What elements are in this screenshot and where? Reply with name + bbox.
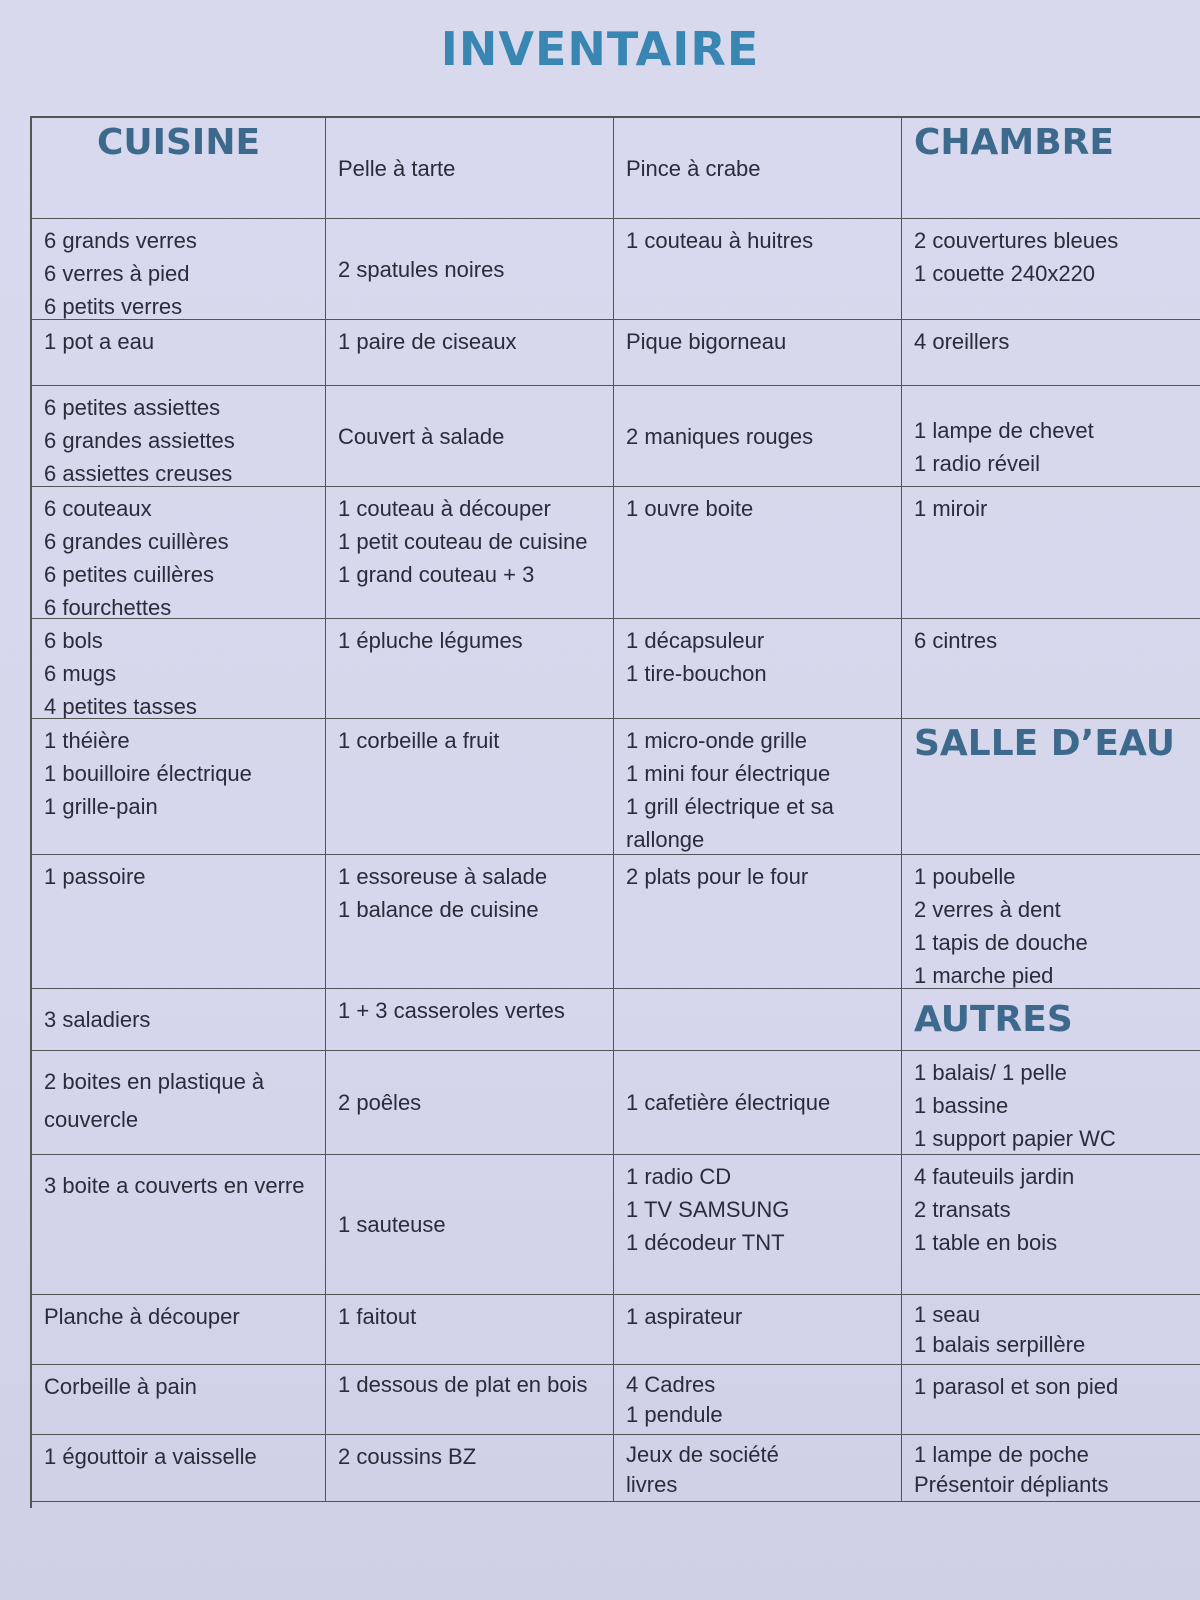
table-cell [902,719,1200,855]
table-cell: 2 coussins BZ [326,1435,614,1502]
page-title: INVENTAIRE [440,22,760,76]
table-cell: 1 balais/ 1 pelle 1 bassine 1 support papier WC [902,1051,1200,1155]
table-cell: 6 petites assiettes 6 grandes assiettes 6 assiettes creuses [32,386,326,487]
table-cell: 1 lampe de chevet 1 radio réveil [902,386,1200,487]
table-cell: 1 pot a eau [32,320,326,386]
heading-chambre: CHAMBRE [914,122,1114,163]
table-cell: Pince à crabe [614,118,902,219]
table-cell: 1 épluche légumes [326,619,614,719]
table-cell: 1 micro-onde grille 1 mini four électrique 1 grill électrique et sa rallonge [614,719,902,855]
table-cell: 2 couvertures bleues 1 couette 240x220 [902,219,1200,320]
table-cell: 2 poêles [326,1051,614,1155]
table-cell: 1 cafetière électrique [614,1051,902,1155]
table-cell: 1 couteau à découper 1 petit couteau de cuisine 1 grand couteau + 3 [326,487,614,619]
table-cell: 1 dessous de plat en bois [326,1365,614,1435]
table-cell: 4 Cadres 1 pendule [614,1365,902,1435]
table-cell: Pique bigorneau [614,320,902,386]
table-cell: 6 couteaux 6 grandes cuillères 6 petites cuillères 6 fourchettes [32,487,326,619]
table-cell: 1 parasol et son pied [902,1365,1200,1435]
table-cell: 6 grands verres 6 verres à pied 6 petits verres [32,219,326,320]
table-cell [32,118,326,219]
table-cell [614,989,902,1051]
table-cell: Corbeille à pain [32,1365,326,1435]
table-cell: 1 aspirateur [614,1295,902,1365]
table-cell: Pelle à tarte [326,118,614,219]
table-cell: 1 couteau à huitres [614,219,902,320]
inventory-table [30,116,1200,1508]
table-cell: 2 boites en plastique à couvercle [32,1051,326,1155]
table-cell: 1 + 3 casseroles vertes [326,989,614,1051]
table-cell: 6 cintres [902,619,1200,719]
table-cell: 1 lampe de poche Présentoir dépliants [902,1435,1200,1502]
table-cell: 3 saladiers [32,989,326,1051]
table-cell: 2 spatules noires [326,219,614,320]
table-cell: 1 faitout [326,1295,614,1365]
table-cell: 1 décapsuleur 1 tire-bouchon [614,619,902,719]
table-cell: Jeux de société livres [614,1435,902,1502]
table-cell: 1 paire de ciseaux [326,320,614,386]
table-cell: 1 essoreuse à salade 1 balance de cuisine [326,855,614,989]
table-cell: 1 seau 1 balais serpillère [902,1295,1200,1365]
table-cell: 2 maniques rouges [614,386,902,487]
table-cell: 6 bols 6 mugs 4 petites tasses [32,619,326,719]
table-cell: Couvert à salade [326,386,614,487]
table-cell: 1 poubelle 2 verres à dent 1 tapis de douche 1 marche pied [902,855,1200,989]
table-cell: 4 fauteuils jardin 2 transats 1 table en bois [902,1155,1200,1295]
table-cell: 1 corbeille a fruit [326,719,614,855]
table-cell: 1 radio CD 1 TV SAMSUNG 1 décodeur TNT [614,1155,902,1295]
table-cell: 3 boite a couverts en verre [32,1155,326,1295]
heading-cuisine: CUISINE [96,122,261,163]
table-cell: 1 égouttoir a vaisselle [32,1435,326,1502]
heading-salle-eau: SALLE D’EAU [914,723,1175,764]
table-cell: 1 ouvre boite [614,487,902,619]
table-cell: 1 sauteuse [326,1155,614,1295]
table-cell [902,989,1200,1051]
table-cell [902,118,1200,219]
table-cell: 2 plats pour le four [614,855,902,989]
heading-autres: AUTRES [914,998,1073,1040]
table-cell: 1 théière 1 bouilloire électrique 1 grille-pain [32,719,326,855]
table-cell: 1 passoire [32,855,326,989]
table-cell: Planche à découper [32,1295,326,1365]
table-cell: 1 miroir [902,487,1200,619]
table-cell: 4 oreillers [902,320,1200,386]
